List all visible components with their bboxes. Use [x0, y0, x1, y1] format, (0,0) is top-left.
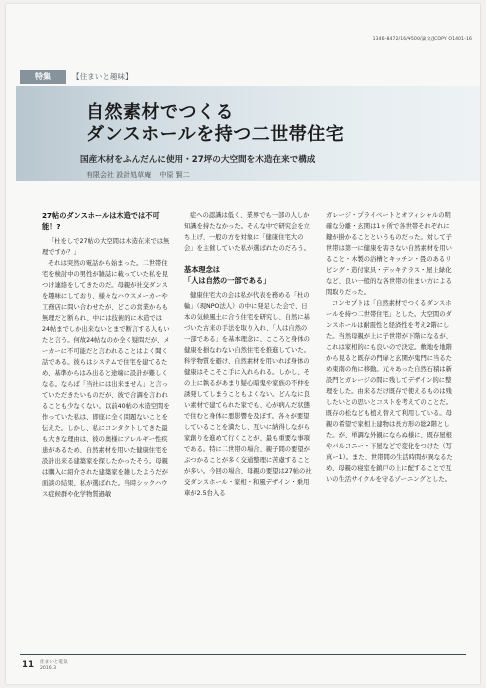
article-column-3	[326, 210, 454, 485]
column-3-paragraph-2: コンセプトは「自然素材でつくるダンスホールを持つ二世帯住宅」とした。大空間のダンスホールは耐震性と経済性を考え2階にした。当然母親が上に子世帯が下階になるが、これは家相的にも良いので決定。敷地を地階から見ると既存の門扉と玄関が鬼門に当るため東南の角に移動。元々あった自然石積は新設門とガレージの間に残してデザイン的に整理をした。由来るだけ既存で使えるものは残したいとの思いとコストを考えてのことだ。既存の松なども植え替えて利用している。母親の希望で家相上建物は長方形の総2階とした。が、単調な外観にならぬ様に、既存屋根やバルコニー・下屋などで変化をつけた（写真ー1）。また、世帯間の生活時間が異なるため、母親の寝室を鎮戸の上に配することで互いの生活サイクルを守るゾーニングとした。	[326, 300, 453, 483]
title-line-1: 自然素材でつくる	[86, 102, 234, 123]
article-column-1	[42, 210, 170, 500]
column-1-paragraph-2: それは突然の電話から始まった。二世帯住宅を検討中の男性が雑誌に載っていた私を見つけ連絡をしてきたのだ。母親が社交ダンスを趣味にしており、様々なハウスメーカーや工務店に問い合わせたが、どこの営業からも無理だと断られ、中には技術的に木造では24帖までしか出来ないとまで断言する人もいたと言う。何故24帖なのか全く疑問だが、メーカーに不可能だと言われることはよく聞く話である。彼らはシステムで住宅を建てるため、基準からはみ出ると途端に設計が難しくなる。ならば「当社には出来ません」と言っていただきたいものだが、彼で合調を言われることも少なくない。以前40帖の木造空間を作っていた私は、即座に全く問題ないことを伝えた。しかし、私にコンタクトしてきた最も大きな理由は、彼の奥様にアレルギー性疾患があるため、自然素材を用いた健康住宅を設計出来る建築家を探したかったそう。母親は購入に紹介された建築家を雑したようだが面談の結果、私が選ばれた。当時シックハウス症候群や化学物質過敏	[42, 260, 170, 498]
column-2-heading	[184, 264, 312, 286]
feature-tag: 特集	[20, 70, 66, 84]
article-column-2	[184, 210, 312, 499]
column-2-heading-line-2: 「人は自然の一部である」	[184, 276, 271, 285]
column-1-paragraph-1: 「杜をしで27帖の大空間は木造在来では無理ですか？」	[42, 238, 170, 256]
author-name: 中原 賢二	[159, 171, 190, 179]
title-line-2: ダンスホールを持つ二世帯住宅	[86, 124, 345, 145]
page-number: 11	[22, 660, 34, 670]
magazine-title: 住まいと電気	[40, 660, 68, 665]
footer-magazine	[40, 660, 68, 672]
issn-line: 1346-8472/16/¥500/論文/JCOPY O1401-16	[372, 37, 472, 42]
column-2-intro: 症への認識は低く、業界でも一部の人しか知識を持たなかった。そんな中で研究会を立ち上げ、一般の方を対象に「健康住宅大の会」を主催していた私が選ばれたのだろう。	[184, 212, 310, 252]
footer-rule	[20, 654, 466, 655]
column-2-paragraph-1: 健康住宅大の会は私が代表を務める「杜の輪」（現NPO法人）の中に発足した会で、日本の気候風土に合う住宅を研究し、自然に基づいた古来の手法を取り入れ、「人は自然の一部である」を基本理念に、こころと身体の健康を損なわない自然住宅を推進していた。科学物質を避け、自然素材を用いれば身体の健康はそこそこ手に入れられる。しかし、その上に執るがあまり疑心暗鬼や家族の不仲を誘発してしまうこともよくない。どんなに良い素材で建てられた家でも、心が病んだ状態で住むと身体に悪影響を及ぼす。各々が要望していることを満たし、互いに納得しながら家創りを進めて行くことが、最も重要な事項である。特に二世帯の場合、親子間の要望がぶつかることが多く交通整理に苦慮することが多い。今回の場合、母親の要望は27帖の社交ダンスホール・家相・和風デザイン・乗用車が2.5台入る	[184, 292, 312, 497]
column-1-heading: 27帖のダンスホールは木造では不可能！?	[42, 211, 160, 231]
author-line	[86, 170, 196, 180]
column-3-paragraph-1: ガレージ・プライベートとオフィシャルの明確な分離・玄関は1ヶ所で各世帯それぞれに鍵が掛かることというものだった。対して子世帯は第一に健康を害さない自然素材を用いること・木製の浴槽とキッチン・畳のあるリビング・造付家具・デッキテラス・屋上緑化など、良い一般的な各世帯の住まい方による間取りだった。	[326, 212, 452, 296]
subtitle: 国産木材をふんだんに使用・27坪の大空間を木造在来で構成	[80, 155, 316, 165]
section-kicker: 【住まいと趣味】	[72, 72, 133, 81]
magazine-issue: 2016.3	[40, 666, 57, 671]
column-2-heading-line-1: 基本理念は	[184, 265, 220, 274]
author-company: 有限会社 設計処草庵	[86, 171, 152, 179]
